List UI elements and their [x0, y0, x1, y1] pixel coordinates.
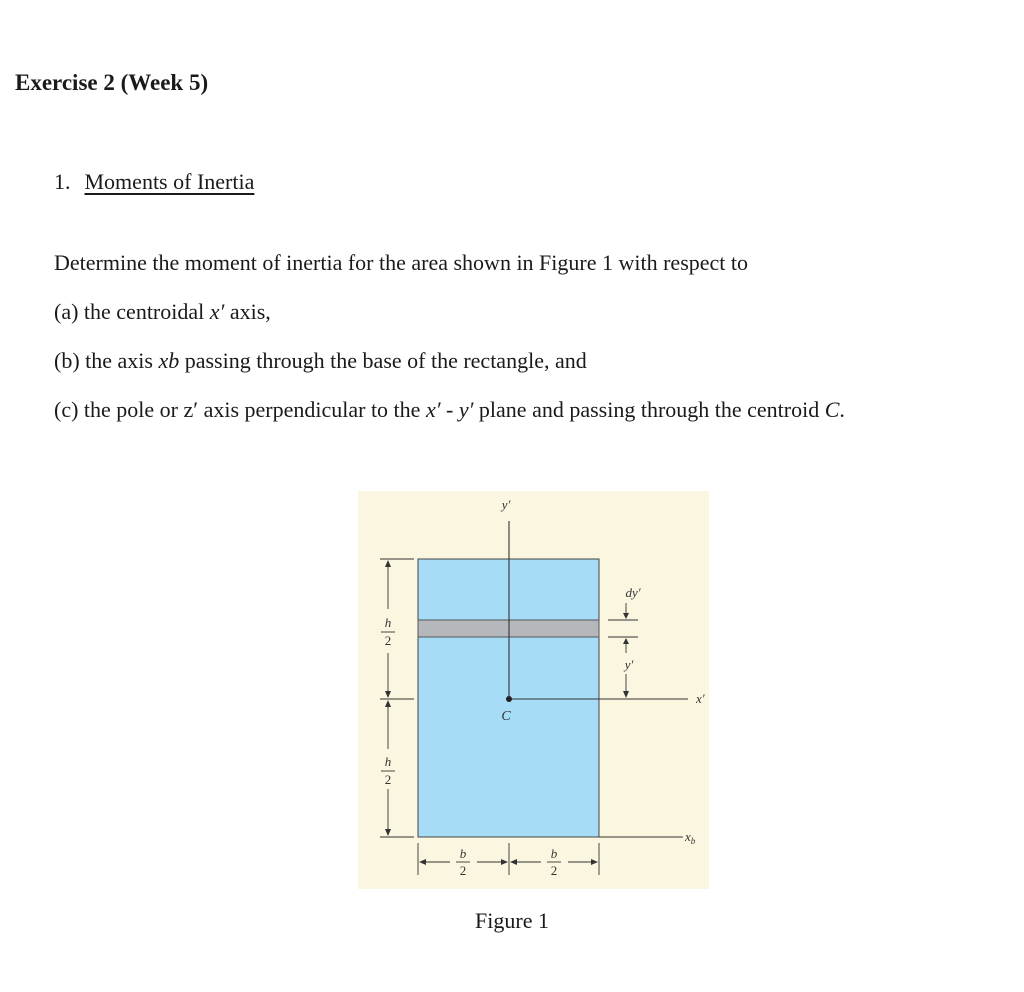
centroid-label: C — [501, 709, 511, 724]
exercise-heading: Exercise 2 (Week 5) — [15, 70, 209, 95]
centroid-point — [506, 696, 512, 702]
left-half-width-two: 2 — [459, 863, 467, 878]
lower-half-height-h: h — [384, 754, 392, 769]
section-title: Moments of Inertia — [84, 169, 255, 194]
problem-intro: Determine the moment of inertia for the area shown in Figure 1 with respect to — [54, 250, 749, 275]
right-half-width-two: 2 — [550, 863, 558, 878]
right-half-width-b: b — [550, 846, 558, 861]
upper-half-height-two: 2 — [384, 633, 392, 648]
upper-half-height-h: h — [384, 615, 392, 630]
problem-part-b: (b) the axis xb passing through the base of the rectangle, and — [54, 348, 587, 373]
section-heading — [54, 169, 254, 195]
strip-width-label: dy′ — [625, 585, 641, 600]
section-number: 1. — [54, 169, 71, 194]
figure-1 — [358, 491, 709, 889]
base-axis-label: $x_b$ — [685, 829, 696, 846]
lower-half-height-two: 2 — [384, 772, 392, 787]
x-prime-axis-label: x′ — [696, 691, 705, 706]
figure-caption: Figure 1 — [475, 908, 549, 933]
y-prime-axis-label: y′ — [501, 497, 511, 512]
strip-distance-label: y′ — [624, 657, 634, 672]
problem-part-c: (c) the pole or z′ axis perpendicular to the x′ - y′ plane and passing through the centroid C. — [54, 397, 845, 422]
left-half-width-b: b — [459, 846, 467, 861]
problem-part-a: (a) the centroidal x′ axis, — [54, 299, 271, 324]
